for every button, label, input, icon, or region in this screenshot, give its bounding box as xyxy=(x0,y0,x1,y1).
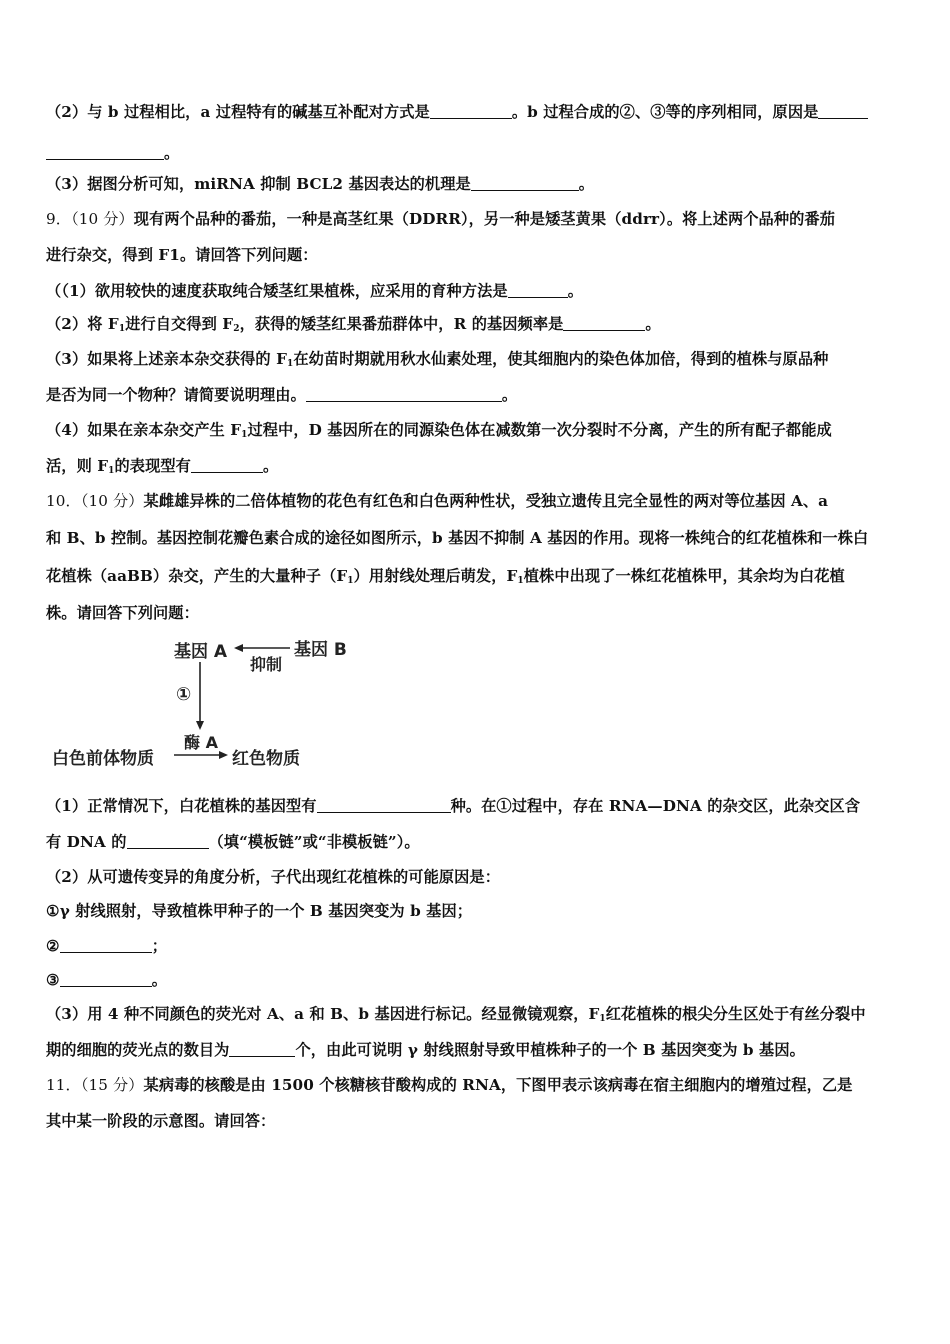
q9-part-3-cont: 是否为同一个物种？请简要说明理由。 。 xyxy=(46,386,518,404)
q10-stem-1: 10．（10 分）某雌雄异株的二倍体植物的花色有红色和白色两种性状，受独立遗传且完全显性的两对等位基因 A、a xyxy=(46,492,829,510)
q9-part-2: （2）将 $F_1$进行自交得到 $F_2$，获得的矮茎红果番茄群体中，R 的基因频率是 。 xyxy=(46,315,661,334)
q10-reason-1: ①γ 射线照射，导致植株甲种子的一个 B 基因突变为 b 基因； xyxy=(46,902,473,920)
step-label: ① xyxy=(176,684,192,705)
pathway-diagram xyxy=(46,632,346,772)
precursor-label: 白色前体物质 xyxy=(52,749,154,769)
q10-reason-2: ② ； xyxy=(46,937,168,955)
q10-reason-3: ③ 。 xyxy=(46,971,168,989)
answer-blank[interactable] xyxy=(508,283,568,298)
q9-stem-1: 9．（10 分）现有两个品种的番茄，一种是高茎红果（DDRR），另一种是矮茎黄果（ddrr）。将上述两个品种的番茄 xyxy=(46,210,835,228)
answer-blank[interactable] xyxy=(229,1042,295,1057)
enzyme-arrowhead xyxy=(219,751,228,759)
answer-blank[interactable] xyxy=(563,316,645,331)
line-q8-3: （3）据图分析可知，miRNA 抑制 BCL2 基因表达的机理是 。 xyxy=(46,175,595,193)
answer-blank[interactable] xyxy=(306,387,502,402)
answer-blank[interactable] xyxy=(60,972,152,987)
answer-blank[interactable] xyxy=(818,104,868,119)
question-number: 10．（10 分） xyxy=(46,492,144,510)
q10-stem-3: 花植株（aaBB）杂交，产生的大量种子$(F_1)$用射线处理后萌发，$F_1$植株中出现了一株红花植株甲，其余均为白花植 xyxy=(46,567,845,586)
answer-blank[interactable] xyxy=(430,104,512,119)
q10-stem-4: 株。请回答下列问题： xyxy=(46,604,199,622)
product-label: 红色物质 xyxy=(232,749,300,769)
gene-b-label: 基因 B xyxy=(294,640,347,660)
enzyme-label: 酶 A xyxy=(184,733,218,752)
q11-stem-1: 11．（15 分）某病毒的核酸是由 1500 个核糖核苷酸构成的 RNA，下图甲表示该病毒在宿主细胞内的增殖过程，乙是 xyxy=(46,1076,853,1094)
q10-part-3: （3）用 4 种不同颜色的荧光对 A、a 和 B、b 基因进行标记。经显微镜观察，$F_1$红花植株的根尖分生区处于有丝分裂中 xyxy=(46,1005,866,1024)
answer-blank[interactable] xyxy=(191,458,263,473)
inhibit-label: 抑制 xyxy=(250,655,283,674)
q9-part-4: （4）如果在亲本杂交产生 $F_1$过程中，D 基因所在的同源染色体在减数第一次分裂时不分离，产生的所有配子都能成 xyxy=(46,421,832,440)
question-number: 9．（10 分） xyxy=(46,210,134,228)
q10-part-1: （1）正常情况下，白花植株的基因型有 种。在①过程中，存在 RNA—DNA 的杂交区，此杂交区含 xyxy=(46,797,861,815)
answer-blank[interactable] xyxy=(317,798,451,813)
q10-part-1-cont: 有 DNA 的 （填“模板链”或“非模板链”）。 xyxy=(46,833,420,851)
q9-part-4-cont: 活，则 $F_1$的表现型有 。 xyxy=(46,457,279,476)
q11-stem-2: 其中某一阶段的示意图。请回答： xyxy=(46,1112,276,1130)
step-arrowhead xyxy=(196,721,204,730)
line-q8-2-cont: 。 xyxy=(46,143,179,163)
answer-blank[interactable] xyxy=(471,176,579,191)
q10-part-2: （2）从可遗传变异的角度分析，子代出现红花植株的可能原因是： xyxy=(46,868,501,886)
q9-part-1: （（1）欲用较快的速度获取纯合矮茎红果植株，应采用的育种方法是 。 xyxy=(46,282,583,300)
answer-blank[interactable] xyxy=(60,938,152,953)
q10-part-3-cont: 期的细胞的荧光点的数目为 个，由此可说明 γ 射线照射导致甲植株种子的一个 B 基因突变为 b 基因。 xyxy=(46,1041,805,1059)
answer-blank[interactable] xyxy=(127,834,209,849)
q9-part-3: （3）如果将上述亲本杂交获得的 $F_1$在幼苗时期就用秋水仙素处理，使其细胞内的染色体加倍，得到的植株与原品种 xyxy=(46,350,829,369)
line-q8-2: （2）与 b 过程相比，a 过程特有的碱基互补配对方式是 。b 过程合成的②、③等的序列相同，原因是 xyxy=(46,102,868,122)
answer-blank[interactable] xyxy=(46,145,164,160)
question-number: 11．（15 分） xyxy=(46,1076,144,1094)
q10-stem-2: 和 B、b 控制。基因控制花瓣色素合成的途径如图所示，b 基因不抑制 A 基因的作用。现将一株纯合的红花植株和一株白 xyxy=(46,529,869,547)
inhibit-arrowhead xyxy=(234,644,243,652)
q9-stem-2: 进行杂交，得到 F1。请回答下列问题： xyxy=(46,246,318,264)
gene-a-label: 基因 A xyxy=(174,642,228,662)
